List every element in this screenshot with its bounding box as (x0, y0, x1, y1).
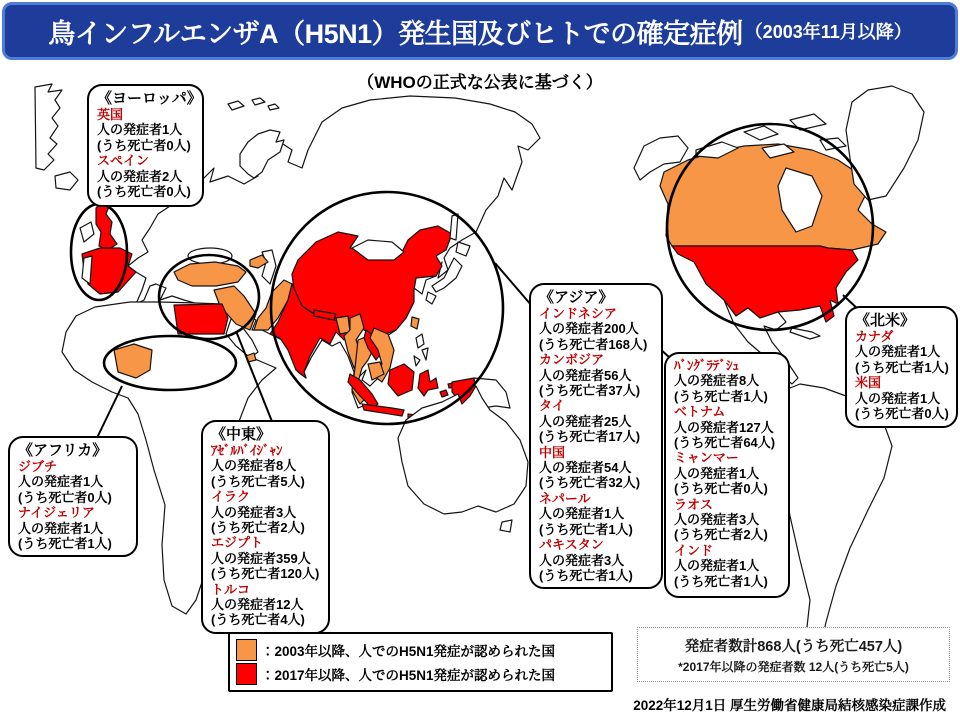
country-entry (674, 497, 783, 543)
country-name: パキスタン (539, 537, 604, 553)
greenland-west-fragment (35, 84, 62, 170)
country-name: イラク (211, 489, 251, 505)
country-entry (674, 358, 783, 404)
deaths-line: (うち死亡者37人) (539, 383, 641, 399)
deaths-line: (うち死亡者1人) (674, 573, 768, 589)
cases-line: 人の発症者200人 (539, 321, 639, 337)
svalbard (228, 98, 279, 110)
totals-line1: 発症者数計868人(うち死亡457人) (684, 638, 903, 655)
deaths-line: (うち死亡者17人) (539, 429, 641, 445)
cases-line: 人の発症者1人 (18, 474, 104, 490)
cases-line: 人の発症者127人 (674, 419, 774, 435)
deaths-line: (うち死亡者1人) (855, 359, 949, 375)
country-name: 中国 (539, 444, 566, 460)
philippines (414, 334, 428, 366)
ireland (80, 222, 94, 242)
region-title: 《アジア》 (539, 289, 614, 306)
country-name: ｱｾﾞﾙﾊﾞｲｼﾞｬﾝ (211, 443, 283, 458)
country-name: ﾊﾞﾝｸﾞﾗﾃﾞｼｭ (674, 358, 739, 373)
deaths-line: (うち死亡者2人) (674, 527, 768, 543)
country-entry (211, 443, 323, 489)
cases-line: 人の発症者1人 (539, 506, 625, 522)
cases-line: 人の発症者1人 (18, 520, 104, 536)
callout-asia-right (664, 352, 790, 598)
cases-line: 人の発症者3人 (539, 552, 625, 568)
cases-line: 人の発症者56人 (539, 367, 632, 383)
country-entry (674, 450, 783, 496)
country-entry (18, 459, 131, 505)
cases-line: 人の発症者1人 (674, 465, 760, 481)
country-name: ラオス (674, 496, 713, 512)
deaths-line: (うち死亡者1人) (674, 388, 768, 404)
country-entry (18, 505, 131, 551)
country-entry (97, 153, 197, 199)
cases-line: 人の発症者3人 (211, 504, 297, 520)
cases-line: 人の発症者2人 (97, 168, 183, 184)
country-name: タイ (539, 398, 565, 414)
deaths-line: (うち死亡者5人) (211, 473, 305, 489)
legend-item-2003 (236, 639, 605, 661)
deaths-line: (うち死亡者0人) (855, 406, 949, 422)
country-name: カナダ (855, 329, 894, 344)
country-name: インドネシア (539, 306, 617, 321)
indonesia-borneo (388, 364, 414, 396)
deaths-line: (うち死亡者1人) (539, 567, 633, 583)
deaths-line: (うち死亡者0人) (97, 184, 191, 200)
page-title: 鳥インフルエンザA（H5N1）発生国及びヒトでの確定症例 (48, 18, 743, 49)
country-name: ジブチ (18, 459, 58, 474)
deaths-line: (うち死亡者1人) (539, 521, 633, 537)
deaths-line: (うち死亡者1人) (18, 536, 112, 552)
cuba (790, 328, 820, 339)
deaths-line: (うち死亡者0人) (97, 137, 191, 153)
country-entry (674, 404, 783, 450)
deaths-line: (うち死亡者32人) (539, 475, 641, 491)
country-entry (539, 491, 656, 537)
country-entry (211, 582, 323, 628)
country-name: ベトナム (674, 404, 726, 420)
country-entry (97, 107, 197, 153)
arctic-islands (696, 114, 846, 158)
iceland (55, 172, 78, 190)
indonesia-java (362, 404, 404, 416)
unlabeled-island-orange (411, 317, 419, 329)
cases-line: 人の発症者8人 (674, 373, 760, 389)
country-name: スペイン (97, 153, 150, 169)
callout-asia-left (529, 283, 663, 589)
country-name: ミャンマー (674, 450, 739, 466)
connector-africa (96, 386, 122, 440)
cases-line: 人の発症者25人 (539, 413, 632, 429)
region-title: 《北米》 (855, 312, 916, 329)
deaths-line: (うち死亡者4人) (211, 612, 305, 628)
deaths-line: (うち死亡者0人) (674, 481, 768, 497)
country-entry (211, 489, 323, 535)
subtitle: （WHOの正式な公表に基づく） (357, 73, 603, 92)
legend-label: ：2003年以降、人でのH5N1発症が認められた国 (261, 644, 556, 659)
callout-africa (8, 436, 138, 557)
callout-middle-east (201, 420, 330, 634)
region-title: 《ヨーロッパ》 (97, 90, 202, 107)
deaths-line: (うち死亡者168人) (539, 336, 648, 352)
cases-line: 人の発症者54人 (539, 460, 632, 476)
country-name: インド (674, 542, 714, 558)
country-name: カンボジア (539, 352, 605, 368)
country-egypt (174, 304, 228, 334)
tasmania (500, 520, 512, 532)
attribution: 2022年12月1日 厚生労働省健康局結核感染症課作成 (633, 698, 946, 713)
country-entry (674, 543, 783, 589)
totals-box (637, 627, 950, 682)
cases-line: 人の発症者359人 (211, 550, 311, 566)
legend-label: ：2017年以降、人でのH5N1発症が認められた国 (261, 668, 556, 683)
country-entry (539, 537, 656, 583)
deaths-line: (うち死亡者0人) (18, 489, 112, 505)
country-name: エジプト (211, 535, 264, 551)
country-name: ナイジェリア (18, 505, 95, 521)
cases-line: 人の発症者12人 (211, 597, 304, 613)
page-title-suffix: （2003年11月以降） (744, 22, 912, 42)
deaths-line: (うち死亡者64人) (674, 435, 776, 451)
country-name: 英国 (97, 107, 124, 122)
country-entry (539, 306, 656, 352)
cases-line: 人の発症者8人 (211, 458, 297, 474)
country-entry (855, 375, 951, 421)
country-entry (539, 398, 656, 444)
callout-europe (87, 84, 204, 207)
country-entry (211, 535, 323, 581)
legend-swatch-orange (236, 639, 257, 661)
portugal (82, 256, 92, 284)
legend (228, 632, 613, 692)
japan-hokkaido (456, 242, 470, 256)
region-title: 《アフリカ》 (18, 442, 108, 459)
japan-kyushu (426, 292, 436, 304)
deaths-line: (うち死亡者120人) (211, 566, 320, 582)
country-united-kingdom (96, 200, 117, 250)
cases-line: 人の発症者1人 (674, 558, 760, 574)
cases-line: 人の発症者1人 (855, 344, 941, 360)
cases-line: 人の発症者1人 (855, 390, 941, 406)
country-entry (539, 445, 656, 491)
region-title: 《中東》 (211, 426, 272, 443)
callout-north-america (845, 306, 958, 428)
legend-swatch-red (236, 663, 257, 685)
deaths-line: (うち死亡者2人) (211, 520, 305, 536)
legend-item-2017 (236, 663, 605, 685)
country-entry (855, 329, 951, 375)
totals-line2: *2017年以降の発症者数 12人(うち死亡5人) (678, 659, 909, 674)
greenland (846, 86, 924, 200)
country-entry (539, 352, 656, 398)
cases-line: 人の発症者3人 (674, 512, 760, 528)
country-name: ネパール (539, 490, 591, 506)
country-name: トルコ (211, 581, 251, 597)
cases-line: 人の発症者1人 (97, 122, 183, 138)
indonesia-sulawesi (418, 370, 438, 396)
country-name: 米国 (855, 375, 882, 391)
